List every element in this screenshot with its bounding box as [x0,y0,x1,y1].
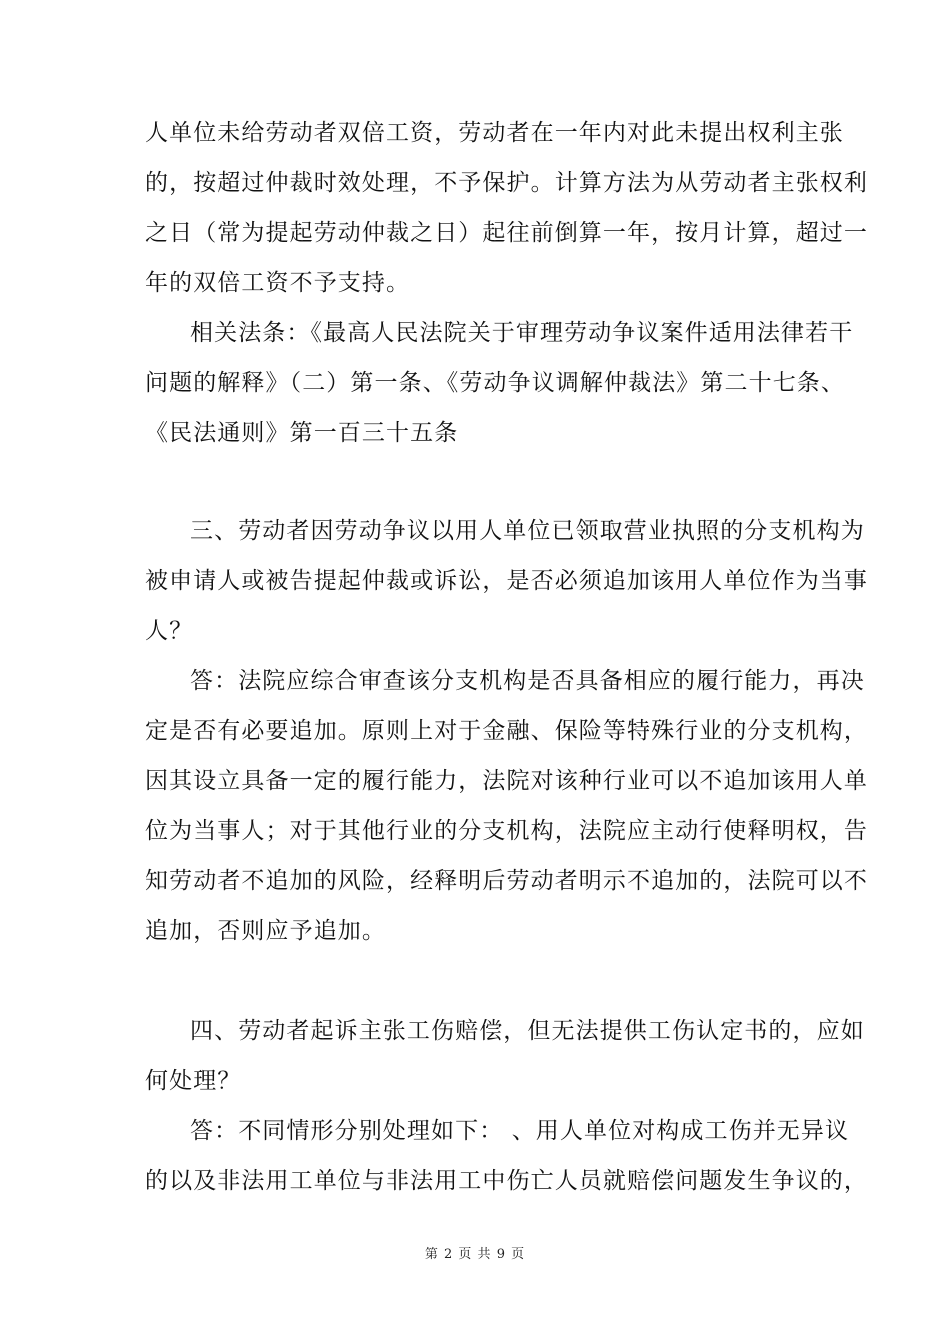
paragraph-line: 年的双倍工资不予支持。 [145,270,411,296]
page-footer: 第 2 页 共 9 页 [424,1247,526,1262]
section-heading-line: 四、劳动者起诉主张工伤赔偿，但无法提供工伤认定书的，应如 [190,1018,865,1044]
paragraph-line: 的以及非法用工单位与非法用工中伤亡人员就赔偿问题发生争议的， [145,1168,868,1194]
paragraph-line: 的，按超过仲裁时效处理，不予保护。计算方法为从劳动者主张权利 [145,170,868,196]
paragraph-line: 之日（常为提起劳动仲裁之日）起往前倒算一年，按月计算，超过一 [145,220,868,246]
paragraph-line: 定是否有必要追加。原则上对于金融、保险等特殊行业的分支机构， [145,718,868,744]
paragraph-line: 答：不同情形分别处理如下： 、用人单位对构成工伤并无异议 [190,1118,850,1144]
paragraph-line: 问题的解释》（二）第一条、《劳动争议调解仲裁法》第二十七条、 [145,370,845,396]
section-heading-line: 何处理？ [145,1068,242,1094]
paragraph-line: 答：法院应综合审查该分支机构是否具备相应的履行能力，再决 [190,668,865,694]
section-heading-line: 被申请人或被告提起仲裁或诉讼，是否必须追加该用人单位作为当事 [145,568,868,594]
paragraph-line: 位为当事人；对于其他行业的分支机构，法院应主动行使释明权，告 [145,818,868,844]
section-heading-line: 人？ [145,618,194,644]
paragraph-line: 相关法条：《最高人民法院关于审理劳动争议案件适用法律若干 [190,320,854,346]
paragraph-line: 追加，否则应予追加。 [145,918,386,944]
paragraph-line: 因其设立具备一定的履行能力，法院对该种行业可以不追加该用人单 [145,768,868,794]
paragraph-line: 人单位未给劳动者双倍工资，劳动者在一年内对此未提出权利主张 [145,120,844,146]
paragraph-line: 知劳动者不追加的风险，经释明后劳动者明示不追加的，法院可以不 [145,868,868,894]
paragraph-line: 《民法通则》第一百三十五条 [145,420,459,446]
section-heading-line: 三、劳动者因劳动争议以用人单位已领取营业执照的分支机构为 [190,518,865,544]
